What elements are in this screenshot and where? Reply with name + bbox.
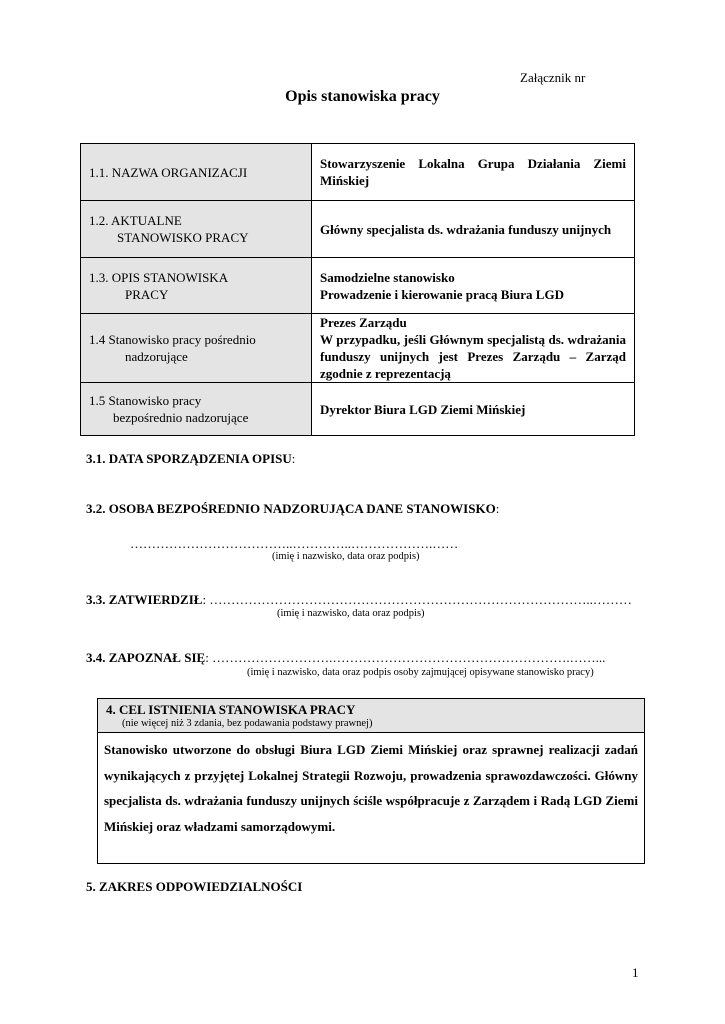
signature-line: ………………………………..…………..……………….……	[130, 536, 459, 551]
purpose-heading: 4. CEL ISTNIENIA STANOWISKA PRACY	[106, 702, 356, 717]
document-title: Opis stanowiska pracy	[285, 88, 440, 105]
section-3-1: 3.1. DATA SPORZĄDZENIA OPISU:	[86, 451, 296, 466]
row-label: 1.4 Stanowisko pracy pośrednio nadzorujące	[81, 314, 312, 383]
signature-hint: (imię i nazwisko, data oraz podpis)	[272, 551, 420, 562]
signature-hint: (imię i nazwisko, data oraz podpis)	[277, 608, 425, 619]
row-value: Stowarzyszenie Lokalna Grupa Działania Ziemi Mińskiej	[312, 144, 635, 201]
row-value: Samodzielne stanowisko Prowadzenie i kierowanie pracą Biura LGD	[312, 258, 635, 314]
section-5-heading: 5. ZAKRES ODPOWIEDZIALNOŚCI	[86, 879, 303, 894]
table-row	[81, 144, 635, 201]
purpose-box-header	[98, 699, 644, 733]
table-row	[81, 258, 635, 314]
table-row	[81, 383, 635, 436]
section-3-4: 3.4. ZAPOZNAŁ SIĘ: ……………………….……………………………………………….……...	[86, 650, 606, 665]
signature-hint: (imię i nazwisko, data oraz podpis osoby zajmującej opisywane stanowisko pracy)	[247, 667, 594, 678]
section-3-3: 3.3. ZATWIERDZIŁ: ……………………………………………………………………………..………	[86, 592, 632, 607]
annex-label: Załącznik nr	[520, 70, 586, 85]
page-number: 1	[632, 965, 639, 980]
table-row	[81, 201, 635, 258]
purpose-box	[97, 698, 645, 864]
table-row	[81, 314, 635, 383]
row-value: Główny specjalista ds. wdrażania funduszy unijnych	[312, 201, 635, 258]
purpose-body: Stanowisko utworzone do obsługi Biura LGD Ziemi Mińskiej oraz sprawnej realizacji zadań wynikających z przyjętej Lokalnej Strategii Rozwoju, prowadzenia sprawozdawczości. Główny specjalista ds. wdrażania funduszy unijnych ściśle współpracuje z Zarządem i Radą LGD Ziemi Mińskiej oraz władzami samorządowymi.	[104, 742, 638, 834]
signature-line: ……………………….……………………………………………….……...	[212, 650, 606, 665]
row-label: 1.5 Stanowisko pracy bezpośrednio nadzorujące	[81, 383, 312, 436]
section-3-2: 3.2. OSOBA BEZPOŚREDNIO NADZORUJĄCA DANE STANOWISKO:	[86, 501, 500, 516]
row-label: 1.1. NAZWA ORGANIZACJI	[81, 144, 312, 201]
row-label: 1.2. AKTUALNE STANOWISKO PRACY	[81, 201, 312, 258]
row-value: Prezes Zarządu W przypadku, jeśli Głównym specjalistą ds. wdrażania funduszy unijnych jest Prezes Zarządu – Zarząd zgodnie z reprezentacją	[312, 314, 635, 383]
signature-line: ……………………………………………………………………………..………	[209, 592, 632, 607]
row-label: 1.3. OPIS STANOWISKA PRACY	[81, 258, 312, 314]
purpose-subheading: (nie więcej niż 3 zdania, bez podawania podstawy prawnej)	[122, 718, 373, 729]
row-value: Dyrektor Biura LGD Ziemi Mińskiej	[312, 383, 635, 436]
position-info-table	[80, 143, 635, 436]
